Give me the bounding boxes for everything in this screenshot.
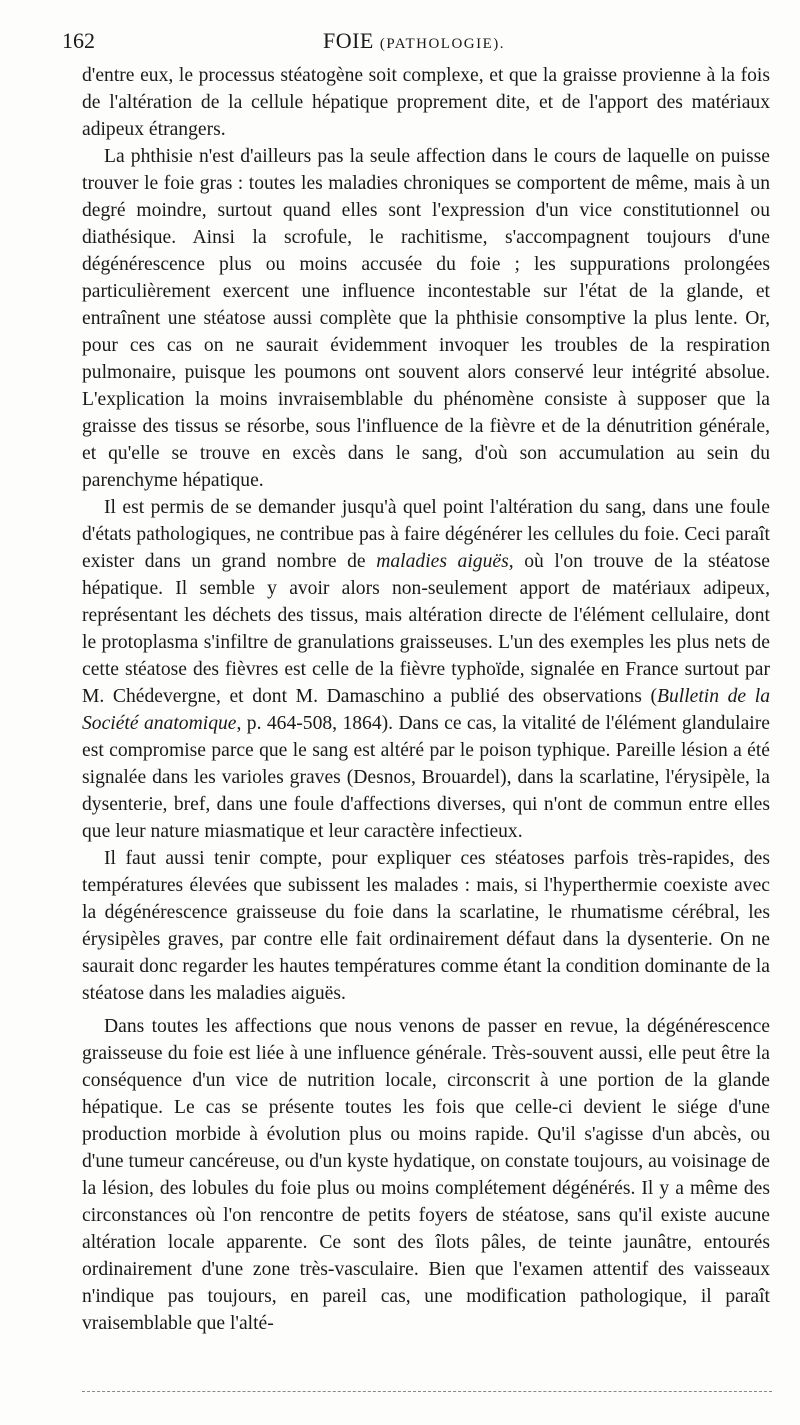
page-header (62, 28, 766, 58)
body-text (82, 62, 770, 1337)
paragraph-3-italic-1: maladies aiguës (376, 551, 509, 572)
page-number: 162 (62, 28, 95, 53)
paragraph-3-italic-2: Bulletin de la Société anatomique (82, 686, 770, 734)
paragraph-2: La phthisie n'est d'ailleurs pas la seule affection dans le cours de laquelle on puisse trouver le foie gras : toutes les maladies chroniques se comportent de même, mais à un degré moindre, surtout quand elles sont l'expression d'un vice constitutionnel ou diathésique. Ainsi la scrofule, le rachitisme, s'accompagnent toujours d'une dégénérescence plus ou moins accusée du foie ; les suppurations prolongées particulièrement exercent une influence incontestable sur l'état de la glande, et entraînent une stéatose aussi complète que la phthisie consomptive la plus lente. Or, pour ces cas on ne saurait évidemment invoquer les troubles de la respiration pulmonaire, puisque les poumons ont souvent alors conservé leur intégrité absolue. L'explication la moins invraisemblable du phénomène consiste à supposer que la graisse des tissus se résorbe, sous l'influence de la fièvre et de la dénutrition générale, et qu'elle se trouve en excès dans le sang, d'où son accumulation au sein du parenchyme hépatique. (82, 146, 770, 491)
paragraph-3 (82, 494, 770, 845)
paragraph-3-part-c: , p. 464-508, 1864). Dans ce cas, la vitalité de l'élément glandulaire est compromise parce que le sang est altéré par le poison typhique. Pareille lésion a été signalée dans les varioles graves (Desnos, Brouardel), dans la scarlatine, l'érysipèle, la dysenterie, bref, dans une foule d'affections diverses, qui n'ont de commun entre elles que leur nature miasmatique et leur caractère infectieux. (82, 713, 770, 842)
running-title-sub: (PATHOLOGIE). (379, 36, 506, 52)
paragraph-3-part-a: Il est permis de se demander jusqu'à quel point l'altération du sang, dans une foule d'états pathologiques, ne contribue pas à faire dégénérer les cellules du foie. Ceci paraît exister dans un grand nombre de (82, 497, 770, 572)
paragraph-1: d'entre eux, le processus stéatogène soit complexe, et que la graisse provienne à la fois de l'altération de la cellule hépatique proprement dite, et de l'apport des matériaux adipeux étrangers. (82, 65, 770, 140)
paragraph-3-part-b: , où l'on trouve de la stéatose hépatique. Il semble y avoir alors non-seulement apport de matériaux adipeux, représentant les déchets des tissus, mais altération directe de l'élément cellulaire, dont le protoplasma s'infiltre de granulations graisseuses. L'un des exemples les plus nets de cette stéatose des fièvres est celle de la fièvre typhoïde, signalée en France surtout par M. Chédevergne, et dont M. Damaschino a publié des observations ( (82, 551, 771, 707)
paragraph-5: Dans toutes les affections que nous venons de passer en revue, la dégénérescence graisseuse du foie est liée à une influence générale. Très-souvent aussi, elle peut être la conséquence d'un vice de nutrition locale, circonscrit à une portion de la glande hépatique. Le cas se présente toutes les fois que celle-ci devient le siége d'une production morbide à évolution plus ou moins rapide. Qu'il s'agisse d'un abcès, ou d'une tumeur cancéreuse, ou d'un kyste hydatique, on constate toujours, au voisinage de la lésion, des lobules du foie plus ou moins complétement dégénérés. Il y a même des circonstances où l'on rencontre de petits foyers de stéatose, sans qu'il existe aucune altération locale apparente. Ce sont des îlots pâles, de teinte jaunâtre, entourés ordinairement d'une zone très-vasculaire. Bien que l'examen attentif des vaisseaux n'indique pas toujours, en pareil cas, une modification pathologique, il paraît vraisemblable que l'alté- (82, 1016, 770, 1334)
paragraph-4: Il faut aussi tenir compte, pour expliquer ces stéatoses parfois très-rapides, des températures élevées que subissent les malades : mais, si l'hyperthermie coexiste avec la dégénérescence graisseuse du foie dans la scarlatine, le rhumatisme cérébral, les érysipèles graves, par contre elle fait ordinairement défaut dans la dysenterie. On ne saurait donc regarder les hautes températures comme étant la condition dominante de la stéatose dans les maladies aiguës. (82, 848, 770, 1004)
footer-rule (82, 1391, 772, 1392)
running-title-main: FOIE (322, 28, 374, 53)
running-title (62, 28, 766, 54)
